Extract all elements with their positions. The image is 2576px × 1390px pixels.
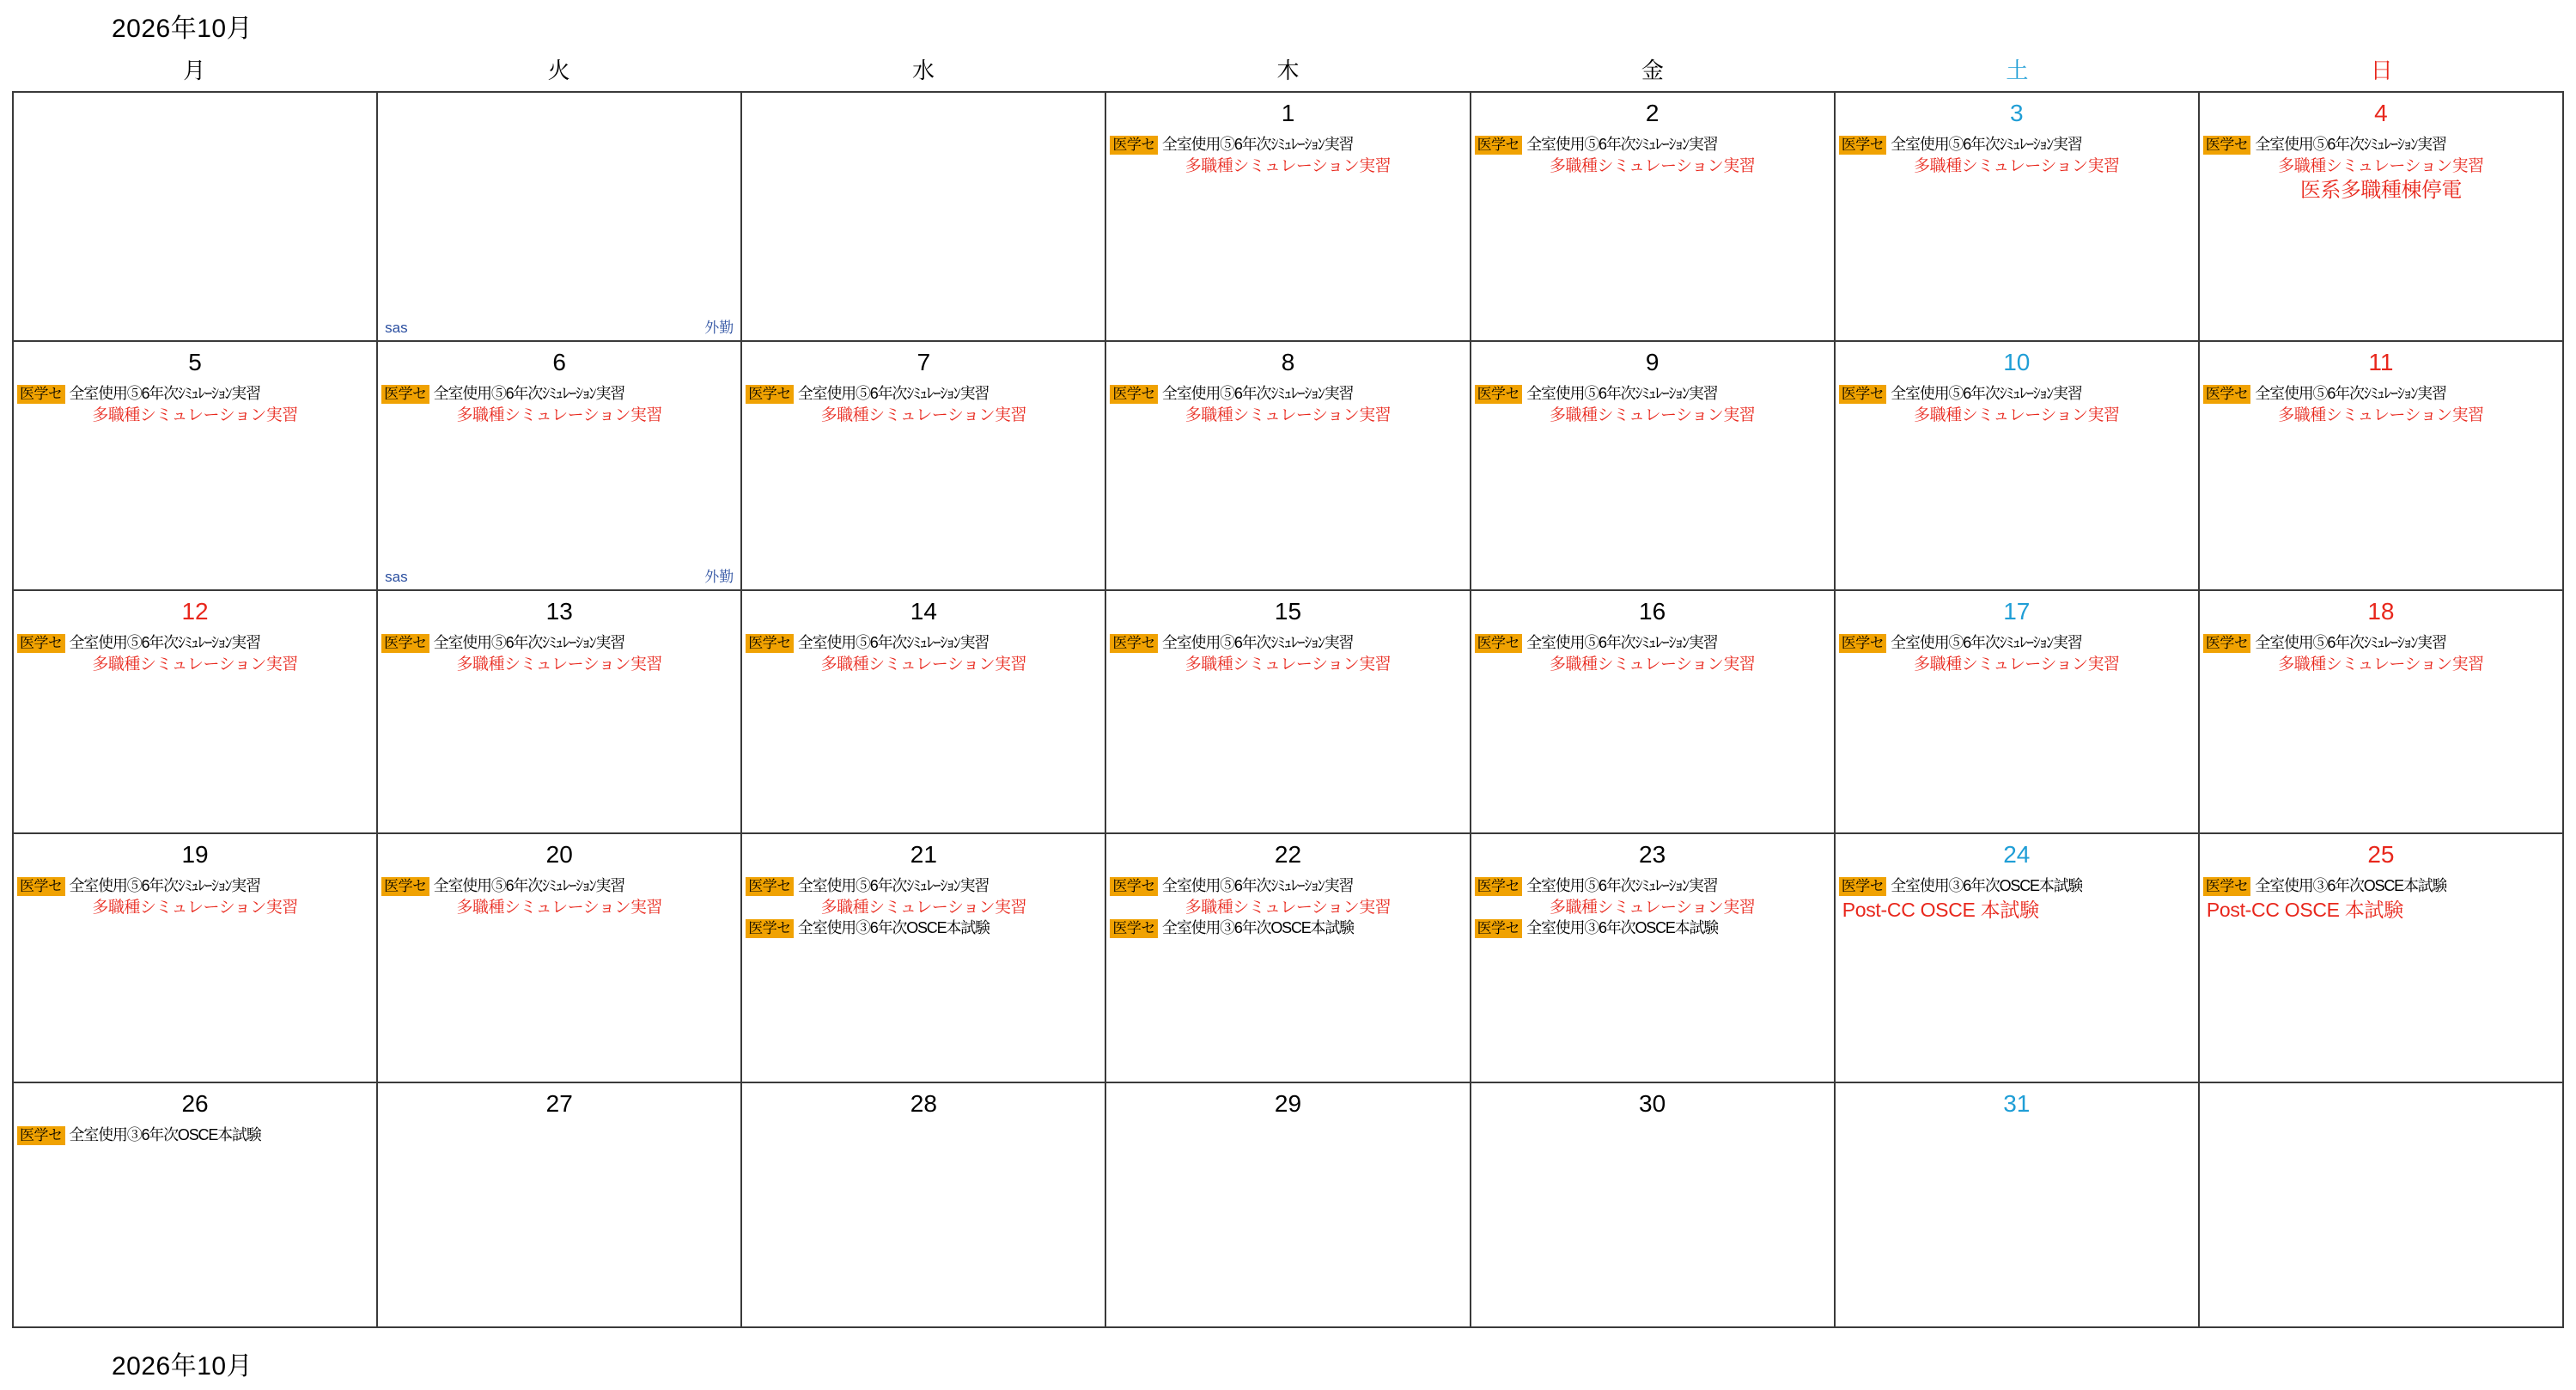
event-item[interactable] xyxy=(381,877,737,896)
event-item[interactable] xyxy=(2203,136,2559,155)
calendar-day-cell[interactable] xyxy=(378,342,742,591)
event-tag: 医学セ xyxy=(1475,634,1523,653)
event-item[interactable] xyxy=(2203,385,2559,404)
corner-note-left: sas xyxy=(385,569,408,585)
page-title-top: 2026年10月 xyxy=(112,15,253,43)
calendar-day-cell[interactable] xyxy=(2200,591,2564,834)
event-label[interactable]: 多職種シミュレーション実習 xyxy=(1184,655,1392,674)
calendar-day-cell[interactable] xyxy=(742,591,1106,834)
weekday-header-2: 水 xyxy=(912,58,935,83)
calendar xyxy=(12,50,2564,1328)
event-label[interactable]: 多職種シミュレーション実習 xyxy=(2278,157,2484,175)
weekday-header-3: 木 xyxy=(1276,58,1300,83)
event-tag: 医学セ xyxy=(746,634,794,653)
day-events xyxy=(1106,632,1469,675)
day-number: 10 xyxy=(2003,349,2031,375)
event-label: 全室使用③6年次OSCE本試験 xyxy=(1161,919,1354,936)
day-events xyxy=(1106,875,1469,938)
event-tag: 医学セ xyxy=(1475,877,1523,896)
day-events xyxy=(742,875,1105,938)
calendar-day-cell[interactable] xyxy=(1106,93,1471,342)
event-tag: 医学セ xyxy=(381,634,429,653)
calendar-day-cell[interactable] xyxy=(1471,93,1836,342)
event-item[interactable] xyxy=(1839,634,2195,653)
event-item[interactable] xyxy=(746,634,1101,653)
event-item[interactable] xyxy=(2203,877,2559,896)
event-tag: 医学セ xyxy=(746,877,794,896)
event-tag: 医学セ xyxy=(1839,634,1887,653)
event-label: 全室使用⑤6年次ｼﾐｭﾚｰｼｮﾝ実習 xyxy=(69,385,260,402)
calendar-day-cell[interactable] xyxy=(378,591,742,834)
calendar-day-cell[interactable] xyxy=(1106,834,1471,1083)
event-label[interactable]: 多職種シミュレーション実習 xyxy=(1549,899,1756,917)
calendar-day-cell[interactable] xyxy=(14,93,378,342)
event-tag: 医学セ xyxy=(381,877,429,896)
calendar-day-cell[interactable] xyxy=(1471,591,1836,834)
day-events xyxy=(742,1125,1105,1126)
calendar-day-cell[interactable] xyxy=(1106,342,1471,591)
calendar-day-cell[interactable] xyxy=(1106,1083,1471,1328)
event-tag: 医学セ xyxy=(1475,385,1523,404)
day-events xyxy=(378,383,740,426)
day-events xyxy=(1471,134,1834,177)
event-item[interactable] xyxy=(746,877,1101,896)
day-events xyxy=(2200,134,2562,204)
day-number: 5 xyxy=(188,349,202,375)
day-events xyxy=(742,383,1105,426)
day-number xyxy=(742,93,1105,134)
calendar-day-cell[interactable] xyxy=(2200,834,2564,1083)
event-tag: 医学セ xyxy=(1839,877,1887,896)
calendar-day-cell[interactable] xyxy=(1836,834,2200,1083)
corner-note-right: 外勤 xyxy=(704,569,734,585)
calendar-day-cell[interactable] xyxy=(742,1083,1106,1328)
day-number: 8 xyxy=(1281,349,1295,375)
day-events xyxy=(2200,1125,2562,1126)
event-label: 全室使用⑤6年次ｼﾐｭﾚｰｼｮﾝ実習 xyxy=(1891,136,2082,153)
calendar-day-cell[interactable] xyxy=(2200,93,2564,342)
day-events xyxy=(14,1125,376,1145)
weekday-header-0: 月 xyxy=(183,58,206,83)
calendar-week-row xyxy=(14,93,2564,342)
calendar-day-cell[interactable] xyxy=(14,834,378,1083)
event-item[interactable] xyxy=(17,385,373,404)
event-label[interactable]: 多職種シミュレーション実習 xyxy=(1549,655,1756,674)
event-item[interactable] xyxy=(1110,634,1465,653)
day-number: 16 xyxy=(1639,598,1666,625)
page-title-bottom: 2026年10月 xyxy=(112,1352,253,1381)
calendar-day-cell[interactable] xyxy=(1471,342,1836,591)
event-label: 全室使用⑤6年次ｼﾐｭﾚｰｼｮﾝ実習 xyxy=(1161,136,1354,153)
weekday-header-row xyxy=(12,50,2564,91)
day-events xyxy=(742,134,1105,136)
event-label[interactable]: 多職種シミュレーション実習 xyxy=(820,899,1027,917)
event-label: 全室使用⑤6年次ｼﾐｭﾚｰｼｮﾝ実習 xyxy=(797,634,990,651)
calendar-day-cell[interactable] xyxy=(2200,1083,2564,1328)
event-label: 全室使用⑤6年次ｼﾐｭﾚｰｼｮﾝ実習 xyxy=(2255,634,2446,651)
event-tag: 医学セ xyxy=(1475,136,1523,155)
event-item[interactable] xyxy=(17,877,373,896)
event-item[interactable] xyxy=(1839,385,2195,404)
event-item[interactable] xyxy=(2203,634,2559,653)
event-label[interactable]: Post-CC OSCE 本試験 xyxy=(1842,899,2039,921)
event-label: 全室使用⑤6年次ｼﾐｭﾚｰｼｮﾝ実習 xyxy=(1526,385,1718,402)
day-events xyxy=(1836,875,2198,922)
event-label[interactable]: 多職種シミュレーション実習 xyxy=(92,899,298,917)
day-number: 27 xyxy=(545,1090,573,1117)
day-events xyxy=(378,632,740,675)
day-events xyxy=(1106,383,1469,426)
day-events xyxy=(1836,134,2198,177)
calendar-day-cell[interactable] xyxy=(742,834,1106,1083)
calendar-day-cell[interactable] xyxy=(14,591,378,834)
day-events xyxy=(1106,1125,1469,1126)
event-label: 全室使用⑤6年次ｼﾐｭﾚｰｼｮﾝ実習 xyxy=(433,385,625,402)
day-number: 31 xyxy=(2003,1090,2031,1117)
event-label: 全室使用③6年次OSCE本試験 xyxy=(797,919,990,936)
weekday-header-1: 火 xyxy=(547,58,570,83)
event-label[interactable]: 多職種シミュレーション実習 xyxy=(92,406,298,424)
calendar-day-cell[interactable] xyxy=(1836,1083,2200,1328)
event-label[interactable]: 多職種シミュレーション実習 xyxy=(1184,899,1392,917)
event-label[interactable]: 多職種シミュレーション実習 xyxy=(456,899,662,917)
event-label[interactable]: 多職種シミュレーション実習 xyxy=(2278,406,2484,424)
event-label: 全室使用③6年次OSCE本試験 xyxy=(69,1126,261,1143)
calendar-day-cell[interactable] xyxy=(378,834,742,1083)
event-label[interactable]: 多職種シミュレーション実習 xyxy=(820,406,1027,424)
event-label[interactable]: 多職種シミュレーション実習 xyxy=(1914,157,2120,175)
day-number: 1 xyxy=(1281,100,1295,126)
day-events xyxy=(1836,383,2198,426)
event-label: 全室使用⑤6年次ｼﾐｭﾚｰｼｮﾝ実習 xyxy=(797,385,990,402)
event-tag: 医学セ xyxy=(746,919,794,938)
event-label: 全室使用⑤6年次ｼﾐｭﾚｰｼｮﾝ実習 xyxy=(69,634,260,651)
event-label: 全室使用⑤6年次ｼﾐｭﾚｰｼｮﾝ実習 xyxy=(2255,385,2446,402)
day-number: 12 xyxy=(181,598,209,625)
day-number: 28 xyxy=(910,1090,937,1117)
event-label: 全室使用③6年次OSCE本試験 xyxy=(1891,877,2083,894)
weekday-header-4: 金 xyxy=(1641,58,1664,83)
calendar-day-cell[interactable] xyxy=(378,1083,742,1328)
event-label[interactable]: 多職種シミュレーション実習 xyxy=(456,406,662,424)
event-tag: 医学セ xyxy=(2203,877,2251,896)
event-tag: 医学セ xyxy=(2203,634,2251,653)
event-label: 全室使用⑤6年次ｼﾐｭﾚｰｼｮﾝ実習 xyxy=(433,634,625,651)
calendar-grid xyxy=(12,91,2564,1328)
day-number xyxy=(14,93,376,134)
day-number: 13 xyxy=(545,598,573,625)
calendar-day-cell[interactable] xyxy=(1106,591,1471,834)
day-number: 14 xyxy=(910,598,937,625)
event-label: 全室使用③6年次OSCE本試験 xyxy=(1526,919,1719,936)
event-label[interactable]: 医系多職種棟停電 xyxy=(2299,179,2462,202)
day-number: 21 xyxy=(910,841,937,868)
day-number xyxy=(378,93,740,134)
calendar-week-row xyxy=(14,1083,2564,1328)
day-events xyxy=(378,134,740,136)
day-number: 7 xyxy=(917,349,931,375)
day-events xyxy=(14,632,376,675)
day-number: 23 xyxy=(1639,841,1666,868)
event-label[interactable]: 多職種シミュレーション実習 xyxy=(1184,406,1392,424)
day-number: 29 xyxy=(1274,1090,1302,1117)
day-events xyxy=(1106,134,1469,177)
event-label: 全室使用⑤6年次ｼﾐｭﾚｰｼｮﾝ実習 xyxy=(1161,877,1354,894)
event-item[interactable] xyxy=(381,385,737,404)
event-item[interactable] xyxy=(1110,877,1465,896)
day-events xyxy=(14,383,376,426)
event-label[interactable]: 多職種シミュレーション実習 xyxy=(1914,655,2120,674)
day-events xyxy=(1471,632,1834,675)
event-label: 全室使用⑤6年次ｼﾐｭﾚｰｼｮﾝ実習 xyxy=(797,877,990,894)
calendar-day-cell[interactable] xyxy=(2200,342,2564,591)
day-events xyxy=(1471,875,1834,938)
calendar-day-cell[interactable] xyxy=(14,342,378,591)
event-item[interactable] xyxy=(1110,919,1465,938)
calendar-day-cell[interactable] xyxy=(1471,834,1836,1083)
event-tag: 医学セ xyxy=(1475,919,1523,938)
event-tag: 医学セ xyxy=(2203,136,2251,155)
day-events xyxy=(2200,383,2562,426)
calendar-day-cell[interactable] xyxy=(14,1083,378,1328)
event-tag: 医学セ xyxy=(1839,385,1887,404)
event-item[interactable] xyxy=(381,634,737,653)
day-events xyxy=(1471,1125,1834,1126)
day-number: 6 xyxy=(552,349,566,375)
event-tag: 医学セ xyxy=(2203,385,2251,404)
calendar-day-cell[interactable] xyxy=(1836,342,2200,591)
event-tag: 医学セ xyxy=(1110,634,1158,653)
event-label: 全室使用⑤6年次ｼﾐｭﾚｰｼｮﾝ実習 xyxy=(1526,136,1718,153)
event-item[interactable] xyxy=(1839,877,2195,896)
event-item[interactable] xyxy=(1475,877,1830,896)
event-tag: 医学セ xyxy=(746,385,794,404)
event-item[interactable] xyxy=(746,919,1101,938)
calendar-week-row xyxy=(14,342,2564,591)
event-label[interactable]: 多職種シミュレーション実習 xyxy=(820,655,1027,674)
event-label[interactable]: 多職種シミュレーション実習 xyxy=(456,655,662,674)
event-item[interactable] xyxy=(1839,136,2195,155)
event-item[interactable] xyxy=(17,1126,373,1145)
calendar-day-cell[interactable] xyxy=(1471,1083,1836,1328)
event-label[interactable]: Post-CC OSCE 本試験 xyxy=(2206,899,2403,921)
event-item[interactable] xyxy=(1475,385,1830,404)
event-label[interactable]: 多職種シミュレーション実習 xyxy=(1549,406,1756,424)
event-tag: 医学セ xyxy=(1839,136,1887,155)
day-events xyxy=(2200,875,2562,922)
event-label: 全室使用⑤6年次ｼﾐｭﾚｰｼｮﾝ実習 xyxy=(1891,634,2082,651)
event-label: 全室使用③6年次OSCE本試験 xyxy=(2255,877,2447,894)
day-number: 26 xyxy=(181,1090,209,1117)
event-label[interactable]: 多職種シミュレーション実習 xyxy=(1184,157,1392,175)
day-number: 4 xyxy=(2374,100,2388,126)
event-label[interactable]: 多職種シミュレーション実習 xyxy=(1549,157,1756,175)
event-label: 全室使用⑤6年次ｼﾐｭﾚｰｼｮﾝ実習 xyxy=(1526,877,1718,894)
event-tag: 医学セ xyxy=(1110,385,1158,404)
day-events xyxy=(14,875,376,918)
event-tag: 医学セ xyxy=(1110,877,1158,896)
day-number: 19 xyxy=(181,841,209,868)
day-number: 3 xyxy=(2009,100,2024,126)
day-events xyxy=(378,1125,740,1126)
day-number: 2 xyxy=(1645,100,1659,126)
event-tag: 医学セ xyxy=(1110,919,1158,938)
day-number: 25 xyxy=(2367,841,2395,868)
event-label: 全室使用⑤6年次ｼﾐｭﾚｰｼｮﾝ実習 xyxy=(69,877,260,894)
event-tag: 医学セ xyxy=(17,877,65,896)
calendar-day-cell[interactable] xyxy=(742,93,1106,342)
day-events xyxy=(1471,383,1834,426)
event-tag: 医学セ xyxy=(17,385,65,404)
event-label[interactable]: 多職種シミュレーション実習 xyxy=(2278,655,2484,674)
event-tag: 医学セ xyxy=(17,1126,65,1145)
day-events xyxy=(14,134,376,136)
event-tag: 医学セ xyxy=(17,634,65,653)
day-events xyxy=(378,875,740,918)
day-number: 30 xyxy=(1639,1090,1666,1117)
calendar-day-cell[interactable] xyxy=(1836,591,2200,834)
day-events xyxy=(1836,632,2198,675)
event-label: 全室使用⑤6年次ｼﾐｭﾚｰｼｮﾝ実習 xyxy=(1161,634,1354,651)
event-item[interactable] xyxy=(17,634,373,653)
day-number: 11 xyxy=(2368,349,2394,375)
calendar-week-row xyxy=(14,591,2564,834)
day-number: 20 xyxy=(545,841,573,868)
calendar-week-row xyxy=(14,834,2564,1083)
day-number: 18 xyxy=(2367,598,2395,625)
event-label: 全室使用⑤6年次ｼﾐｭﾚｰｼｮﾝ実習 xyxy=(1891,385,2082,402)
event-tag: 医学セ xyxy=(381,385,429,404)
event-item[interactable] xyxy=(1110,136,1465,155)
day-number: 24 xyxy=(2003,841,2031,868)
weekday-header-5: 土 xyxy=(2006,58,2029,83)
event-item[interactable] xyxy=(1110,385,1465,404)
calendar-day-cell[interactable] xyxy=(1836,93,2200,342)
event-item[interactable] xyxy=(746,385,1101,404)
calendar-day-cell[interactable] xyxy=(378,93,742,342)
event-item[interactable] xyxy=(1475,919,1830,938)
event-label[interactable]: 多職種シミュレーション実習 xyxy=(1914,406,2120,424)
event-label[interactable]: 多職種シミュレーション実習 xyxy=(92,655,298,674)
event-item[interactable] xyxy=(1475,136,1830,155)
calendar-day-cell[interactable] xyxy=(742,342,1106,591)
event-label: 全室使用⑤6年次ｼﾐｭﾚｰｼｮﾝ実習 xyxy=(1161,385,1354,402)
event-label: 全室使用⑤6年次ｼﾐｭﾚｰｼｮﾝ実習 xyxy=(2255,136,2446,153)
corner-note-right: 外勤 xyxy=(704,320,734,336)
day-number xyxy=(2200,1083,2562,1125)
event-label: 全室使用⑤6年次ｼﾐｭﾚｰｼｮﾝ実習 xyxy=(1526,634,1718,651)
day-number: 17 xyxy=(2003,598,2031,625)
event-label: 全室使用⑤6年次ｼﾐｭﾚｰｼｮﾝ実習 xyxy=(433,877,625,894)
weekday-header-6: 日 xyxy=(2370,58,2393,83)
event-tag: 医学セ xyxy=(1110,136,1158,155)
day-number: 22 xyxy=(1274,841,1302,868)
day-events xyxy=(2200,632,2562,675)
day-number: 15 xyxy=(1274,598,1302,625)
day-events xyxy=(1836,1125,2198,1126)
event-item[interactable] xyxy=(1475,634,1830,653)
corner-note-left: sas xyxy=(385,320,408,336)
day-number: 9 xyxy=(1645,349,1659,375)
day-events xyxy=(742,632,1105,675)
